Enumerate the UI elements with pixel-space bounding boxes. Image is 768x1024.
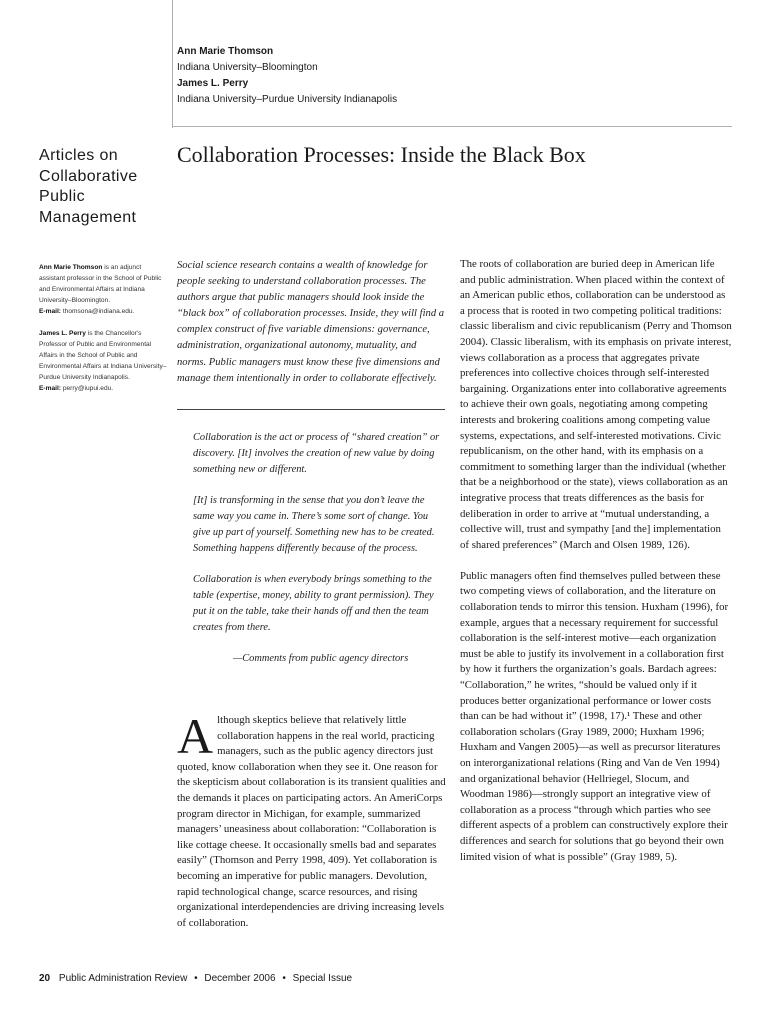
author-affiliation: Indiana University–Purdue University Indianapolis xyxy=(177,94,398,105)
epigraph xyxy=(193,430,443,667)
body-column-right xyxy=(460,257,732,881)
header-rule xyxy=(172,126,732,127)
bio-name: James L. Perry xyxy=(39,330,86,337)
epigraph-quote: [It] is transforming in the sense that you don’t leave the same way you came in. There’s some sort of change. You give up part of yourself. Something new has to be created. Something happens differently because of the process. xyxy=(193,495,435,554)
footer-separator: • xyxy=(194,973,198,984)
drop-cap: A xyxy=(177,708,214,764)
author-name: James L. Perry xyxy=(177,78,249,89)
header-vertical-rule xyxy=(172,0,173,128)
epigraph-quote: Collaboration is when everybody brings something to the table (expertise, money, ability to grant permission). They put it on the table, take their hands off and then the team creates from there. xyxy=(193,574,434,633)
author-name: Ann Marie Thomson xyxy=(177,46,274,57)
abstract: Social science research contains a wealth of knowledge for people seeking to understand collaboration processes. The authors argue that public managers should look inside the “black box” of collaboration processes. Inside, they will find a complex construct of five variable dimensions: governance, administration, organizational autonomy, mutuality, and norms. Public managers must know these five dimensions and manage them intentionally in order to collaborate effectively. xyxy=(177,260,445,384)
author-bio xyxy=(39,262,167,317)
author-block xyxy=(177,44,577,108)
bio-name: Ann Marie Thomson xyxy=(39,264,103,271)
page-number: 20 xyxy=(39,973,51,984)
bio-email: thomsona@indiana.edu. xyxy=(60,308,135,315)
author-bio xyxy=(39,328,167,394)
epigraph-quote: Collaboration is the act or process of “shared creation” or discovery. [It] involves the creation of new value by doing something new or different. xyxy=(193,432,440,475)
journal-name: Public Administration Review xyxy=(58,973,188,984)
issue-label: Special Issue xyxy=(292,973,353,984)
bio-text: is an adjunct assistant professor in the School of Public and Environmental Affairs at Indiana University–Bloomington. xyxy=(39,264,162,304)
bio-email-label: E-mail: xyxy=(39,385,61,392)
series-heading: Articles on Collaborative Public Management xyxy=(39,147,138,226)
issue-date: December 2006 xyxy=(204,973,276,984)
page-footer xyxy=(39,973,352,984)
bio-email-label: E-mail: xyxy=(39,308,61,315)
body-paragraph: lthough skeptics believe that relatively little collaboration happens in the real world, practicing managers, such as the public agency directors just quoted, know collaboration when they see it. One reason for the skepticism about collaboration is its transient qualities and the demands it places on participating actors. An AmeriCorps program director in Michigan, for example, summarized managers’ uneasiness about collaboration: “Collaboration is like cottage cheese. It occasionally smells bad and separates easily” (Thomson and Perry 1998, 409). Yet collaboration is becoming an imperative for public managers. Devolution, rapid technological change, scarce resources, and rising organizational interdependencies are driving increasing levels of collaboration. xyxy=(177,714,446,929)
article-title: Collaboration Processes: Inside the Black Box xyxy=(177,142,586,167)
bio-email: perry@iupui.edu. xyxy=(60,385,114,392)
body-paragraph: The roots of collaboration are buried deep in American life and public administration. When placed within the context of an American public ethos, collaboration can be understood as a process that is rooted in two competing political traditions: classic liberalism and civic republicanism (Perry and Thomson 2004). Classic liberalism, with its emphasis on private interest, views collaboration as a process that aggregates private preferences into collective choices through self-interested bargaining. Organizations enter into collaborative agreements to achieve their own goals, negotiating among competing interests and brokering coalitions among competing value systems, expectations, and self-interested motivations. Civic republicanism, on the other hand, with its emphasis on a commitment to something larger than the individual (whether that be a neighborhood or the state), views collaboration as an integrative process that treats differences as the basis for deliberation in order to arrive at “mutual understanding, a collective will, trust and sympathy [and the] implementation of shared preferences” (March and Olsen 1989, 126). xyxy=(460,258,732,551)
body-column-left xyxy=(177,708,447,931)
author-bios xyxy=(39,262,167,405)
footer-separator: • xyxy=(282,973,286,984)
abstract-divider xyxy=(177,409,445,410)
body-paragraph: Public managers often find themselves pulled between these two competing views of collaboration, and the literature on collaboration tends to mirror this tension. Huxham (1996), for example, argues that a necessary requirement for successful collaboration is the self-interest motive—each organization must be able to justify its involvement in a collaboration first by how it furthers the organization’s goals. Bardach agrees: “Collaboration,” he writes, “should be valued only if it produces better organizational performance or lower costs than can be had without it” (1998, 17).¹ These and other collaboration scholars (Gray 1989, 2000; Huxham 1996; Huxham and Vangen 2005)—as well as precursor literatures on interorganizational relations (Ring and Van de Ven 1994) and organizational behavior (Hellriegel, Slocum, and Woodman 1986)—strongly support an integrative view of collaboration as a process “through which parties who see different aspects of a problem can constructively explore their differences and search for solutions that go beyond their own limited vision of what is possible” (Gray 1989, 5). xyxy=(460,569,729,863)
author-affiliation: Indiana University–Bloomington xyxy=(177,62,318,73)
epigraph-attribution: —Comments from public agency directors xyxy=(233,653,409,665)
bio-text: is the Chancellor's Professor of Public and Environmental Affairs in the School of Public and Environmental Affairs at Indiana University–Purdue University Indianapolis. xyxy=(39,330,167,381)
